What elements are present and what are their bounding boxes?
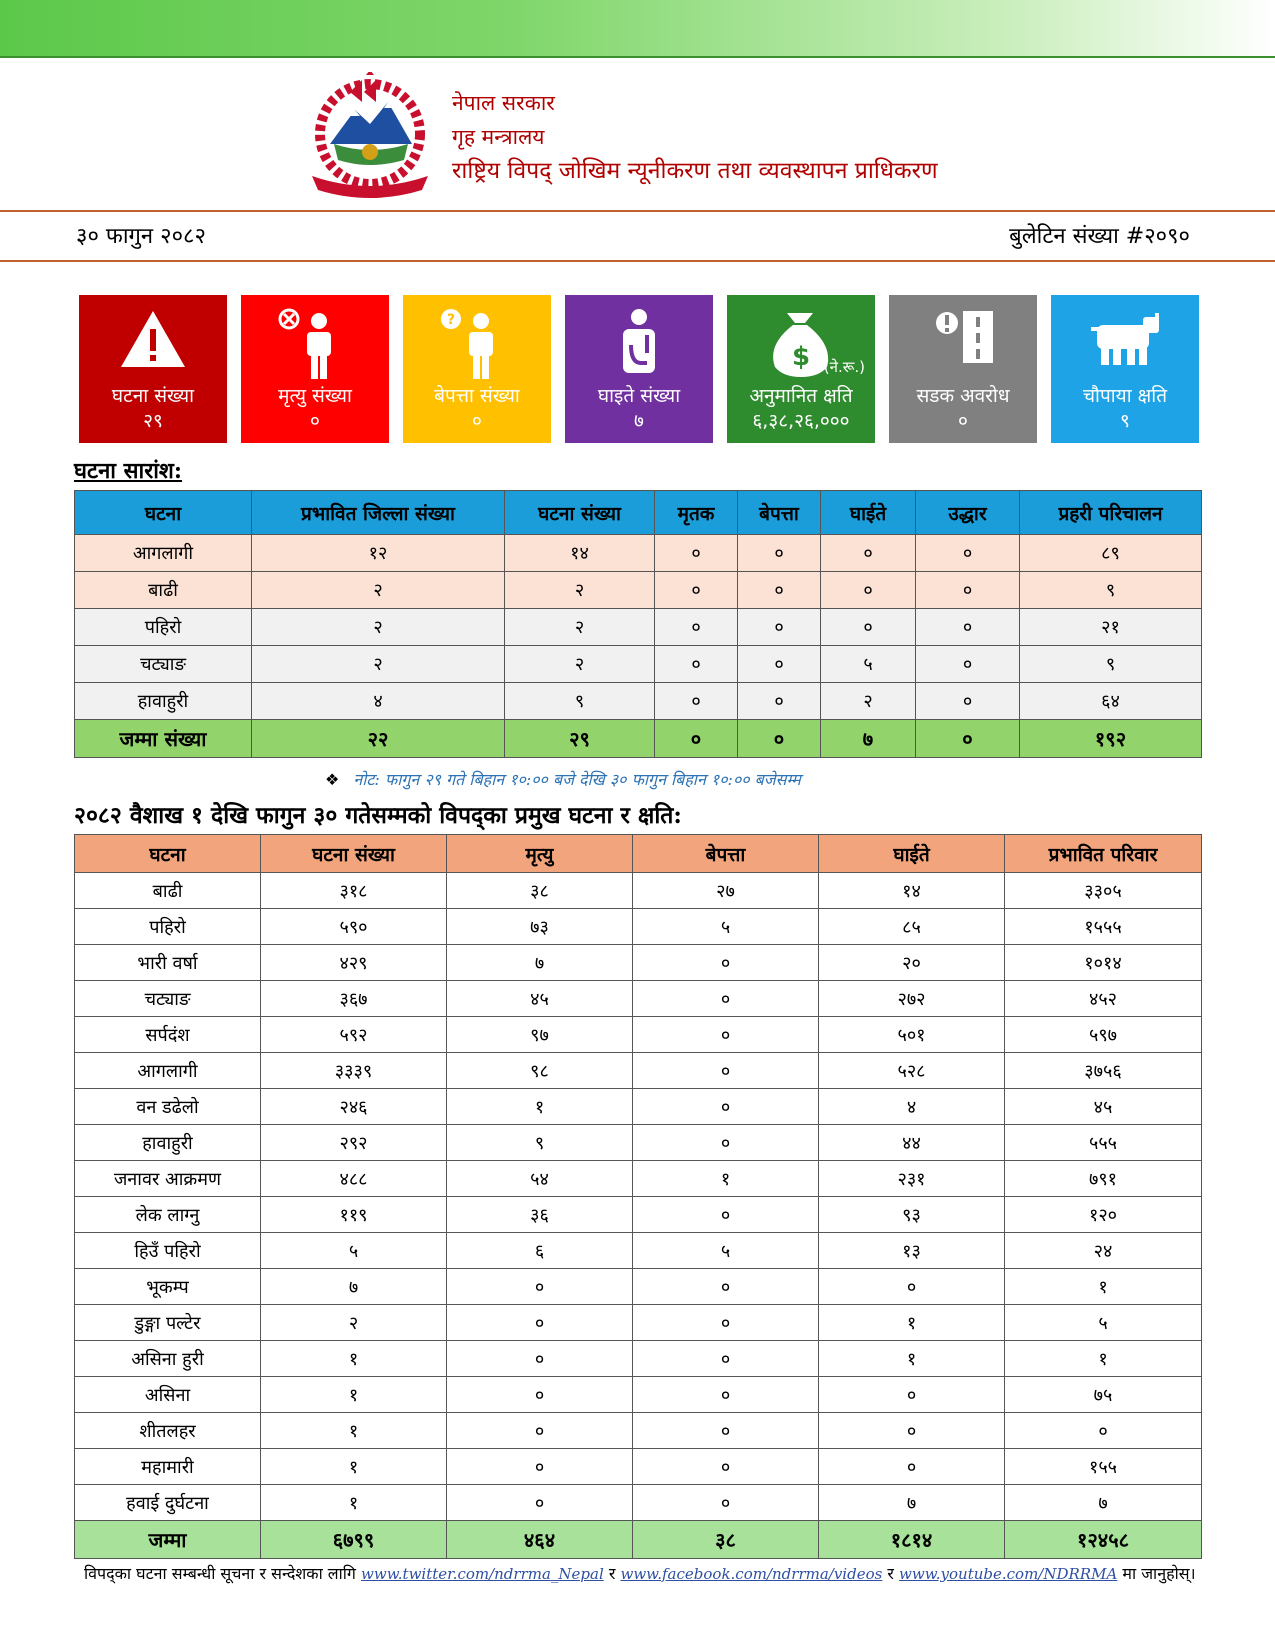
tile-value: ६,३८,२६,००० (752, 410, 850, 432)
tile-unit: (ने.रू.) (823, 358, 865, 376)
tile-value: ० (472, 410, 482, 432)
table-cell: ४५२ (1005, 981, 1202, 1017)
table-cell: ० (633, 1377, 819, 1413)
table-cell: ३८ (633, 1521, 819, 1559)
table-row (75, 1305, 1202, 1341)
table-cell: २ (261, 1305, 447, 1341)
table-cell: ० (447, 1413, 633, 1449)
table-row (75, 873, 1202, 909)
column-header: प्रभावित परिवार (1005, 835, 1202, 873)
twitter-link[interactable]: www.twitter.com/ndrrma_Nepal (361, 1565, 604, 1583)
tile-label: अनुमानित क्षति (749, 385, 853, 407)
table-cell: ० (633, 1125, 819, 1161)
table-row (75, 1485, 1202, 1521)
tile-label: बेपत्ता संख्या (434, 385, 520, 407)
table-cell: ० (916, 609, 1020, 646)
table-cell: ४६४ (447, 1521, 633, 1559)
table-row (75, 609, 1202, 646)
table-cell: २० (819, 945, 1005, 981)
table-cell: ० (633, 1485, 819, 1521)
table-cell: ५ (1005, 1305, 1202, 1341)
table-cell: ६४ (1020, 683, 1202, 720)
footer-prefix: विपद्का घटना सम्बन्धी सूचना र सन्देशका लागि (84, 1564, 356, 1583)
tile-label: सडक अवरोध (916, 385, 1010, 407)
table-cell: ० (633, 1053, 819, 1089)
table-cell: १५५ (1005, 1449, 1202, 1485)
table-cell: १२० (1005, 1197, 1202, 1233)
table-cell: १९२ (1020, 720, 1202, 758)
table-cell: पहिरो (75, 909, 261, 945)
table-cell: ० (738, 609, 821, 646)
table-cell: चट्याङ (75, 646, 252, 683)
table-cell: ० (633, 1449, 819, 1485)
table-cell: ३८ (447, 873, 633, 909)
table-cell: ० (633, 1305, 819, 1341)
table-cell: ० (655, 720, 738, 758)
table-cell: ० (447, 1377, 633, 1413)
tile-value: ९ (1120, 410, 1130, 432)
table-cell: शीतलहर (75, 1413, 261, 1449)
table-cell: २९२ (261, 1125, 447, 1161)
person-question-icon (403, 305, 551, 383)
table-cell: २ (505, 609, 655, 646)
facebook-link[interactable]: www.facebook.com/ndrrma/videos (620, 1565, 883, 1583)
table-cell: १ (447, 1089, 633, 1125)
table-cell: ९८ (447, 1053, 633, 1089)
table-cell: ० (738, 535, 821, 572)
note-text: नोट: फागुन २९ गते बिहान १०:०० बजे देखि ३० फागुन बिहान १०:०० बजेसम्म (353, 770, 801, 789)
annual-incident-table (74, 834, 1202, 1559)
table-cell: ९ (1020, 646, 1202, 683)
table-cell: २३१ (819, 1161, 1005, 1197)
table-cell: ० (447, 1305, 633, 1341)
table-cell: १०१४ (1005, 945, 1202, 981)
table-cell: ५९२ (261, 1017, 447, 1053)
table-cell: ६७९९ (261, 1521, 447, 1559)
table-cell: ४ (252, 683, 505, 720)
footer-suffix: मा जानुहोस्। (1122, 1564, 1196, 1583)
table-cell: ० (819, 1269, 1005, 1305)
table-cell: ५ (633, 1233, 819, 1269)
tile-label: चौपाया क्षति (1082, 385, 1168, 407)
table-cell: ६ (447, 1233, 633, 1269)
table-cell: ३७५६ (1005, 1053, 1202, 1089)
table-cell: हावाहुरी (75, 1125, 261, 1161)
table-cell: ० (447, 1485, 633, 1521)
table-cell: ९३ (819, 1197, 1005, 1233)
table-row (75, 1161, 1202, 1197)
top-banner (0, 0, 1275, 58)
table-cell: ७३ (447, 909, 633, 945)
divider-bottom (0, 260, 1275, 262)
table-cell: असिना (75, 1377, 261, 1413)
table-cell: ९ (505, 683, 655, 720)
column-header: घटना (75, 491, 252, 535)
table-row (75, 1341, 1202, 1377)
table-row (75, 683, 1202, 720)
note-bullet-icon: ❖ (325, 770, 340, 789)
table-cell: १ (1005, 1341, 1202, 1377)
table-cell: ४२९ (261, 945, 447, 981)
table-cell: ३६७ (261, 981, 447, 1017)
table-cell: ५९० (261, 909, 447, 945)
table-cell: बाढी (75, 572, 252, 609)
table-cell: १५५५ (1005, 909, 1202, 945)
table-cell: ० (655, 535, 738, 572)
tile-value: ० (958, 410, 968, 432)
table-cell: ८५ (819, 909, 1005, 945)
table-cell: ० (916, 683, 1020, 720)
divider-top (0, 210, 1275, 212)
table-cell: ० (633, 1017, 819, 1053)
table-cell: ७ (261, 1269, 447, 1305)
table-cell: ७९१ (1005, 1161, 1202, 1197)
table-cell: २१ (1020, 609, 1202, 646)
tile-estimated-loss (727, 295, 875, 443)
table-cell: वन डढेलो (75, 1089, 261, 1125)
column-header: मृतक (655, 491, 738, 535)
table-cell: जम्मा संख्या (75, 720, 252, 758)
table-cell: ९ (447, 1125, 633, 1161)
table-cell: आगलागी (75, 1053, 261, 1089)
table-cell: १४ (819, 873, 1005, 909)
table-cell: ० (633, 1197, 819, 1233)
table-cell: ११९ (261, 1197, 447, 1233)
table-cell: चट्याङ (75, 981, 261, 1017)
table-cell: ० (916, 646, 1020, 683)
tile-injured (565, 295, 713, 443)
table-cell: ० (916, 535, 1020, 572)
table-cell: १ (633, 1161, 819, 1197)
table-cell: ० (633, 981, 819, 1017)
summary-title: घटना सारांश: (74, 458, 183, 484)
table-cell: ९७ (447, 1017, 633, 1053)
table-row (75, 535, 1202, 572)
table-cell: ८९ (1020, 535, 1202, 572)
table-cell: हवाई दुर्घटना (75, 1485, 261, 1521)
tile-label: घटना संख्या (111, 385, 195, 407)
column-header: मृत्यु (447, 835, 633, 873)
footer (84, 1562, 1196, 1584)
table-cell: ३३३९ (261, 1053, 447, 1089)
table-row (75, 1089, 1202, 1125)
table-cell: बाढी (75, 873, 261, 909)
table-cell: भारी वर्षा (75, 945, 261, 981)
table-cell: ५५५ (1005, 1125, 1202, 1161)
table-cell: २७ (633, 873, 819, 909)
table-cell: १ (261, 1413, 447, 1449)
table-cell: ५४ (447, 1161, 633, 1197)
table-cell: १४ (505, 535, 655, 572)
table-cell: ७ (821, 720, 916, 758)
injured-person-icon (565, 305, 713, 383)
table-cell: २ (252, 609, 505, 646)
tile-deaths (241, 295, 389, 443)
table-cell: १ (261, 1485, 447, 1521)
person-x-icon (241, 305, 389, 383)
tile-road-block (889, 295, 1037, 443)
table-cell: १ (819, 1341, 1005, 1377)
table-cell: ४ (819, 1089, 1005, 1125)
table-row (75, 1197, 1202, 1233)
dateline (0, 220, 1275, 254)
column-header: प्रभावित जिल्ला संख्या (252, 491, 505, 535)
table-cell: २९ (505, 720, 655, 758)
tile-incidents (79, 295, 227, 443)
table-cell: ४४ (819, 1125, 1005, 1161)
annual-title: २०८२ वैशाख १ देखि फागुन ३० गतेसम्मको विपद्का प्रमुख घटना र क्षति: (74, 802, 682, 829)
table-cell: ९ (1020, 572, 1202, 609)
tile-label: घाइते संख्या (597, 385, 681, 407)
tile-value: २९ (143, 410, 163, 432)
government-name: नेपाल सरकार (452, 91, 555, 115)
table-cell: ० (738, 720, 821, 758)
table-row (75, 572, 1202, 609)
table-cell: ० (655, 609, 738, 646)
tile-value: ७ (634, 410, 644, 432)
table-cell: ५९७ (1005, 1017, 1202, 1053)
table-cell: १३ (819, 1233, 1005, 1269)
letterhead (0, 70, 1275, 205)
table-cell: ० (821, 572, 916, 609)
table-cell: २ (505, 646, 655, 683)
column-header: घटना (75, 835, 261, 873)
table-cell: ७ (447, 945, 633, 981)
table-cell: २ (252, 572, 505, 609)
table-cell: ० (447, 1269, 633, 1305)
nepal-emblem-icon (300, 72, 440, 200)
table-cell: १ (261, 1341, 447, 1377)
table-cell: ० (916, 572, 1020, 609)
table-cell: ५२८ (819, 1053, 1005, 1089)
table-cell: आगलागी (75, 535, 252, 572)
table-cell: ४५ (447, 981, 633, 1017)
table-cell: भूकम्प (75, 1269, 261, 1305)
table-cell: ५ (821, 646, 916, 683)
ministry-name: गृह मन्त्रालय (452, 125, 545, 149)
table-total-row (75, 1521, 1202, 1559)
table-cell: ४८८ (261, 1161, 447, 1197)
table-cell: २४ (1005, 1233, 1202, 1269)
table-cell: १२४५८ (1005, 1521, 1202, 1559)
table-cell: ० (633, 945, 819, 981)
table-cell: सर्पदंश (75, 1017, 261, 1053)
table-cell: जम्मा (75, 1521, 261, 1559)
youtube-link[interactable]: www.youtube.com/NDRRMA (899, 1565, 1118, 1583)
table-cell: ० (447, 1341, 633, 1377)
table-row (75, 981, 1202, 1017)
table-total-row (75, 720, 1202, 758)
table-cell: २ (252, 646, 505, 683)
table-cell: ३३०५ (1005, 873, 1202, 909)
table-cell: डुङ्गा पल्टेर (75, 1305, 261, 1341)
table-cell: महामारी (75, 1449, 261, 1485)
table-cell: २ (505, 572, 655, 609)
table-cell: ५ (633, 909, 819, 945)
tile-missing (403, 295, 551, 443)
svg-text:$: $ (791, 342, 811, 372)
table-cell: ५०१ (819, 1017, 1005, 1053)
table-cell: ० (916, 720, 1020, 758)
table-cell: १ (1005, 1269, 1202, 1305)
table-cell: ० (738, 572, 821, 609)
column-header: घाईते (821, 491, 916, 535)
stats-tiles (79, 295, 1201, 445)
column-header: बेपत्ता (633, 835, 819, 873)
table-cell: ० (655, 683, 738, 720)
table-cell: हिउँ पहिरो (75, 1233, 261, 1269)
column-header: घटना संख्या (505, 491, 655, 535)
summary-note (325, 768, 801, 790)
footer-separator: र (608, 1564, 616, 1583)
table-cell: ० (655, 646, 738, 683)
table-cell: ० (821, 535, 916, 572)
table-cell: पहिरो (75, 609, 252, 646)
table-cell: ३१८ (261, 873, 447, 909)
column-header: प्रहरी परिचालन (1020, 491, 1202, 535)
table-row (75, 1449, 1202, 1485)
table-cell: ५ (261, 1233, 447, 1269)
column-header: उद्धार (916, 491, 1020, 535)
column-header: घाईते (819, 835, 1005, 873)
table-cell: ० (655, 572, 738, 609)
table-row (75, 1377, 1202, 1413)
table-cell: ० (633, 1269, 819, 1305)
table-cell: ० (819, 1449, 1005, 1485)
table-row (75, 1053, 1202, 1089)
table-cell: १२ (252, 535, 505, 572)
bulletin-number: बुलेटिन संख्या #२०९० (1009, 224, 1190, 249)
table-cell: ३६ (447, 1197, 633, 1233)
table-cell: १ (261, 1449, 447, 1485)
table-cell: असिना हुरी (75, 1341, 261, 1377)
cattle-icon (1051, 305, 1199, 383)
tile-label: मृत्यु संख्या (278, 385, 352, 407)
warning-icon (79, 305, 227, 383)
table-cell: ० (633, 1341, 819, 1377)
table-cell: ० (821, 609, 916, 646)
authority-name: राष्ट्रिय विपद् जोखिम न्यूनीकरण तथा व्यवस्थापन प्राधिकरण (452, 158, 938, 184)
table-cell: १८१४ (819, 1521, 1005, 1559)
table-cell: ४५ (1005, 1089, 1202, 1125)
table-cell: ० (738, 646, 821, 683)
column-header: घटना संख्या (261, 835, 447, 873)
table-cell: लेक लाग्नु (75, 1197, 261, 1233)
table-header-row (75, 835, 1202, 873)
table-row (75, 1233, 1202, 1269)
table-row (75, 945, 1202, 981)
table-row (75, 1269, 1202, 1305)
table-cell: १ (819, 1305, 1005, 1341)
road-block-icon (889, 305, 1037, 383)
table-cell: ७ (819, 1485, 1005, 1521)
table-cell: २४६ (261, 1089, 447, 1125)
table-cell: ० (819, 1413, 1005, 1449)
table-cell: २७२ (819, 981, 1005, 1017)
table-row (75, 1017, 1202, 1053)
table-row (75, 1413, 1202, 1449)
table-cell: हावाहुरी (75, 683, 252, 720)
table-row (75, 909, 1202, 945)
table-row (75, 646, 1202, 683)
table-cell: २ (821, 683, 916, 720)
tile-cattle-loss (1051, 295, 1199, 443)
footer-separator: र (887, 1564, 894, 1583)
table-cell: ७५ (1005, 1377, 1202, 1413)
table-cell: ७ (1005, 1485, 1202, 1521)
table-cell: ० (819, 1377, 1005, 1413)
table-cell: ० (633, 1089, 819, 1125)
svg-text:?: ? (446, 312, 456, 328)
table-cell: जनावर आक्रमण (75, 1161, 261, 1197)
incident-summary-table (74, 490, 1202, 758)
bulletin-date: ३० फागुन २०८२ (76, 224, 206, 249)
column-header: बेपत्ता (738, 491, 821, 535)
table-cell: ० (1005, 1413, 1202, 1449)
table-cell: ० (738, 683, 821, 720)
table-cell: २२ (252, 720, 505, 758)
table-cell: १ (261, 1377, 447, 1413)
table-row (75, 1125, 1202, 1161)
table-header-row (75, 491, 1202, 535)
table-cell: ० (633, 1413, 819, 1449)
tile-value: ० (310, 410, 320, 432)
table-cell: ० (447, 1449, 633, 1485)
